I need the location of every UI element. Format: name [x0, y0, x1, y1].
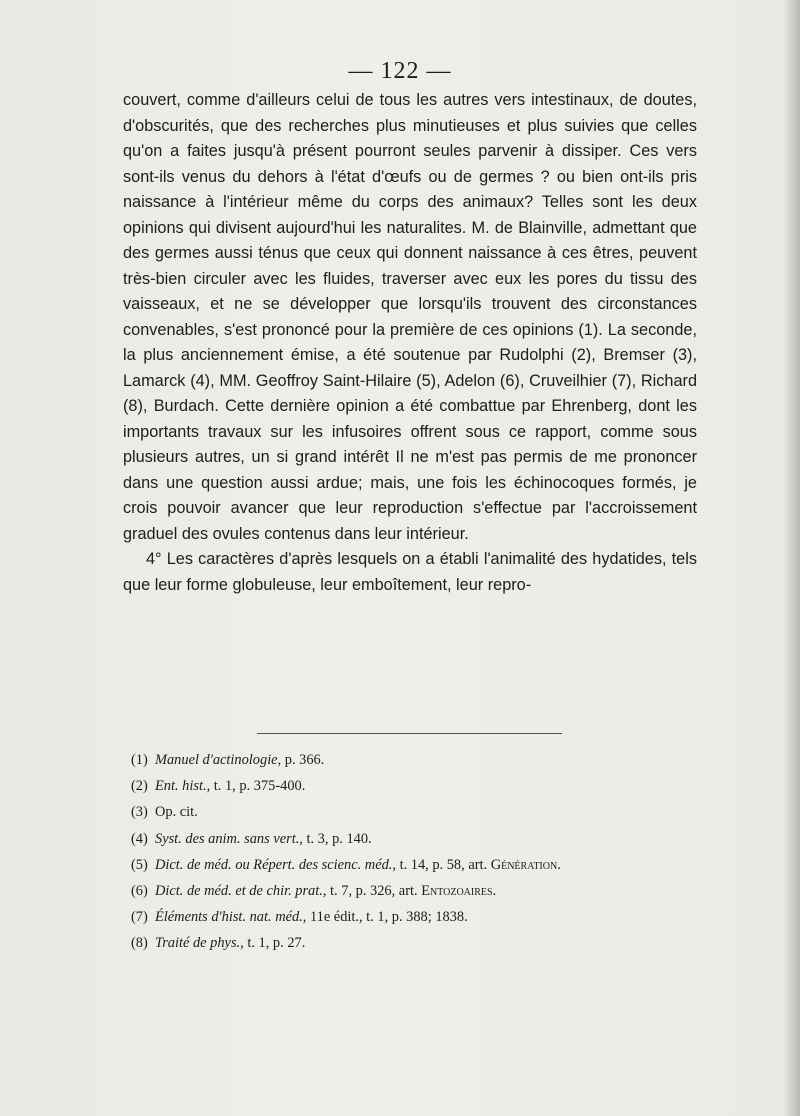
footnote-number: (5) [131, 856, 148, 873]
footnote-number: (7) [131, 909, 148, 926]
footnote-number: (8) [131, 935, 148, 952]
footnote-reference: Syst. des anim. sans vert. [155, 830, 300, 847]
footnote-reference: Éléments d'hist. nat. méd. [155, 909, 303, 926]
footnotes [131, 747, 711, 957]
footnote-details: , t. 7, p. 326, art. [322, 883, 422, 900]
footnote [131, 878, 711, 904]
footnote-number: (3) [131, 804, 148, 821]
footnote-reference: Traité de phys. [155, 935, 241, 952]
footnote [131, 747, 711, 773]
body-text [123, 88, 697, 598]
paragraph: couvert, comme d'ailleurs celui de tous les autres vers intestinaux, de doutes, d'obscurités, que des recherches plus minutieuses et plus suivies que celles qu'on a faites jusqu'à présent pourront seules parvenir à dissiper. Ces vers sont-ils venus du dehors à l'état d'œufs ou de germes ? ou bien ont-ils pris naissance à l'intérieur même du corps des animaux? Telles sont les deux opinions qui divisent aujourd'hui les naturalites. M. de Blainville, admettant que des germes aussi ténus que ceux qui donnent naissance à ces êtres, peuvent très-bien circuler avec les fluides, traverser avec eux les pores du tissu des vaisseaux, et ne se développer que lorsqu'ils trouvent des circonstances convenables, s'est prononcé pour la première de ces opinions (1). La seconde, la plus anciennement émise, a été soutenue par Rudolphi (2), Bremser (3), Lamarck (4), MM. Geoffroy Saint-Hilaire (5), Adelon (6), Cruveilhier (7), Richard (8), Burdach. Cette dernière opinion a été combattue par Ehrenberg, dont les importants travaux sur les infusoires offrent sous ce rapport, comme sous plusieurs autres, un si grand intérêt Il ne m'est pas permis de me prononcer dans une question aussi ardue; mais, une fois les échinocoques formés, je crois pouvoir avancer que leur reproduction s'effectue par l'accroissement graduel des ovules contenus dans leur intérieur. [123, 91, 697, 543]
footnote-reference: Dict. de méd. ou Répert. des scienc. méd. [155, 856, 393, 873]
paragraph: 4° Les caractères d'après lesquels on a établi l'animalité des hydatides, tels que leur forme globuleuse, leur emboîtement, leur repro- [123, 550, 697, 594]
footnote-reference: Ent. hist. [155, 778, 207, 795]
footnote-reference: Dict. de méd. et de chir. prat. [155, 883, 323, 900]
footnote-number: (2) [131, 778, 148, 795]
footnote-article: Entozoaires. [421, 883, 497, 900]
footnote-details: , t. 1, p. 375-400. [206, 778, 306, 795]
footnote [131, 904, 711, 930]
footnote [131, 930, 711, 956]
footnote-details: , p. 366. [277, 752, 325, 768]
footnote [131, 773, 711, 799]
footnote-number: (6) [131, 883, 148, 900]
footnote-details: , t. 3, p. 140. [299, 830, 372, 847]
footnote-reference: Manuel d'actinologie [155, 752, 278, 768]
footnote [131, 852, 711, 878]
footnote-details: Op. cit. [155, 804, 198, 821]
footnote-details: , 11e édit., t. 1, p. 388; 1838. [302, 909, 468, 926]
footnote-details: , t. 1, p. 27. [240, 935, 306, 952]
footnote-number: (1) [131, 752, 148, 768]
footnote-article: Génération. [490, 856, 561, 873]
footnote-number: (4) [131, 830, 148, 847]
page-number: — 122 — [348, 58, 452, 84]
footnote-details: , t. 14, p. 58, art. [392, 856, 491, 873]
footnote [131, 799, 711, 825]
page-edge-shadow [784, 0, 800, 1116]
footnote [131, 826, 711, 852]
footnote-separator [257, 733, 562, 734]
